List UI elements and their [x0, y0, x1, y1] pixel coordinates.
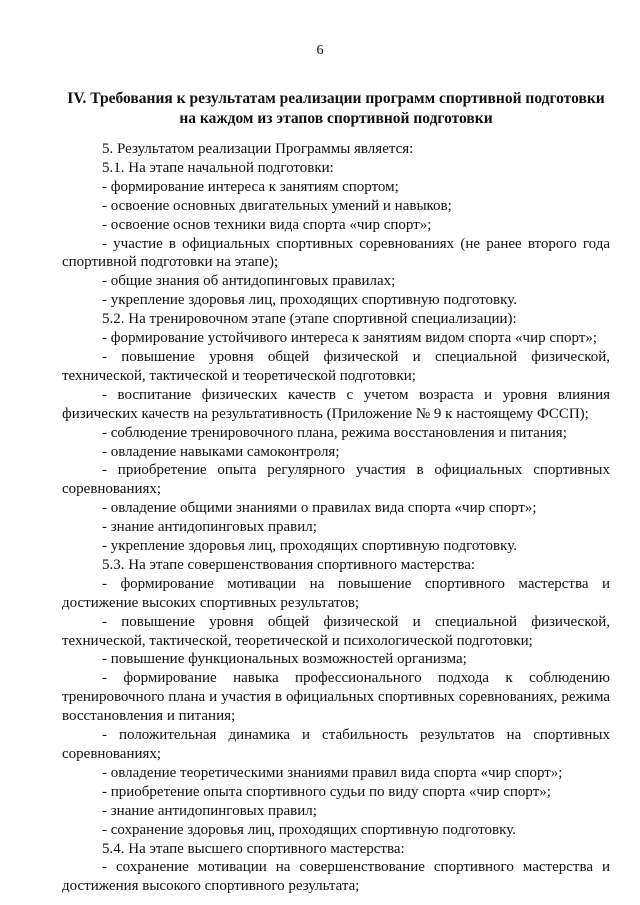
- section-clause: 5.4. На этапе высшего спортивного мастерства:: [102, 840, 405, 857]
- list-item: - положительная динамика и стабильность результатов на спортивных соревнованиях;: [62, 727, 610, 762]
- section-clause: 5.1. На этапе начальной подготовки:: [102, 159, 334, 176]
- section-heading: [62, 89, 610, 129]
- list-item: - сохранение здоровья лиц, проходящих спортивную подготовку.: [102, 821, 516, 838]
- list-item: - знание антидопинговых правил;: [102, 802, 317, 819]
- list-item: - знание антидопинговых правил;: [102, 519, 317, 536]
- section-clause: 5. Результатом реализации Программы является:: [102, 141, 414, 157]
- list-item: - соблюдение тренировочного плана, режима восстановления и питания;: [102, 424, 567, 441]
- section-clause: 5.2. На тренировочном этапе (этапе спортивной специализации):: [102, 311, 517, 328]
- list-item: - приобретение опыта регулярного участия в официальных спортивных соревнованиях;: [62, 462, 610, 498]
- list-item: - повышение функциональных возможностей организма;: [102, 651, 467, 668]
- section-heading-line-2: на каждом из этапов спортивной подготовки: [179, 110, 493, 127]
- list-item: - овладение теоретическими знаниями правил вида спорта «чир спорт»;: [102, 764, 563, 781]
- list-item: - сохранение мотивации на совершенствование спортивного мастерства и достижения высокого спортивного результата;: [62, 859, 610, 895]
- list-item: - формирование мотивации на повышение спортивного мастерства и достижение высоких спортивных результатов;: [62, 575, 610, 611]
- list-item: - участие в официальных спортивных соревнованиях (не ранее второго года спортивной подготовки на этапе);: [62, 235, 610, 271]
- list-item: - овладение общими знаниями о правилах вида спорта «чир спорт»;: [102, 500, 537, 517]
- section-clause: 5.3. На этапе совершенствования спортивного мастерства:: [102, 556, 476, 573]
- list-item: - овладение навыками самоконтроля;: [102, 443, 340, 460]
- document-body: [62, 140, 610, 896]
- list-item: - укрепление здоровья лиц, проходящих спортивную подготовку.: [102, 292, 517, 309]
- list-item: - повышение уровня общей физической и специальной физической, технической, тактической и теоретической подготовки;: [62, 348, 610, 384]
- page-number: 6: [316, 43, 324, 58]
- list-item: - повышение уровня общей физической и специальной физической, технической, тактической, теоретической и психологической подготовки;: [62, 613, 610, 649]
- list-item: - приобретение опыта спортивного судьи по виду спорта «чир спорт»;: [102, 783, 551, 800]
- list-item: - формирование устойчивого интереса к занятиям видом спорта «чир спорт»;: [102, 330, 598, 347]
- list-item: - воспитание физических качеств с учетом возраста и уровня влияния физических качеств на результативность (Приложение № 9 к настоящему ФССП);: [62, 386, 610, 422]
- list-item: - освоение основ техники вида спорта «чир спорт»;: [102, 216, 432, 233]
- list-item: - формирование навыка профессионального подхода к соблюдению тренировочного плана и участия в официальных спортивных соревнованиях, режима восстановления и питания;: [62, 670, 610, 725]
- list-item: - укрепление здоровья лиц, проходящих спортивную подготовку.: [102, 538, 517, 555]
- list-item: - общие знания об антидопинговых правилах;: [102, 273, 396, 290]
- section-heading-line-1: IV. Требования к результатам реализации программ спортивной подготовки: [67, 90, 605, 107]
- list-item: - формирование интереса к занятиям спортом;: [102, 178, 399, 195]
- list-item: - освоение основных двигательных умений и навыков;: [102, 197, 452, 214]
